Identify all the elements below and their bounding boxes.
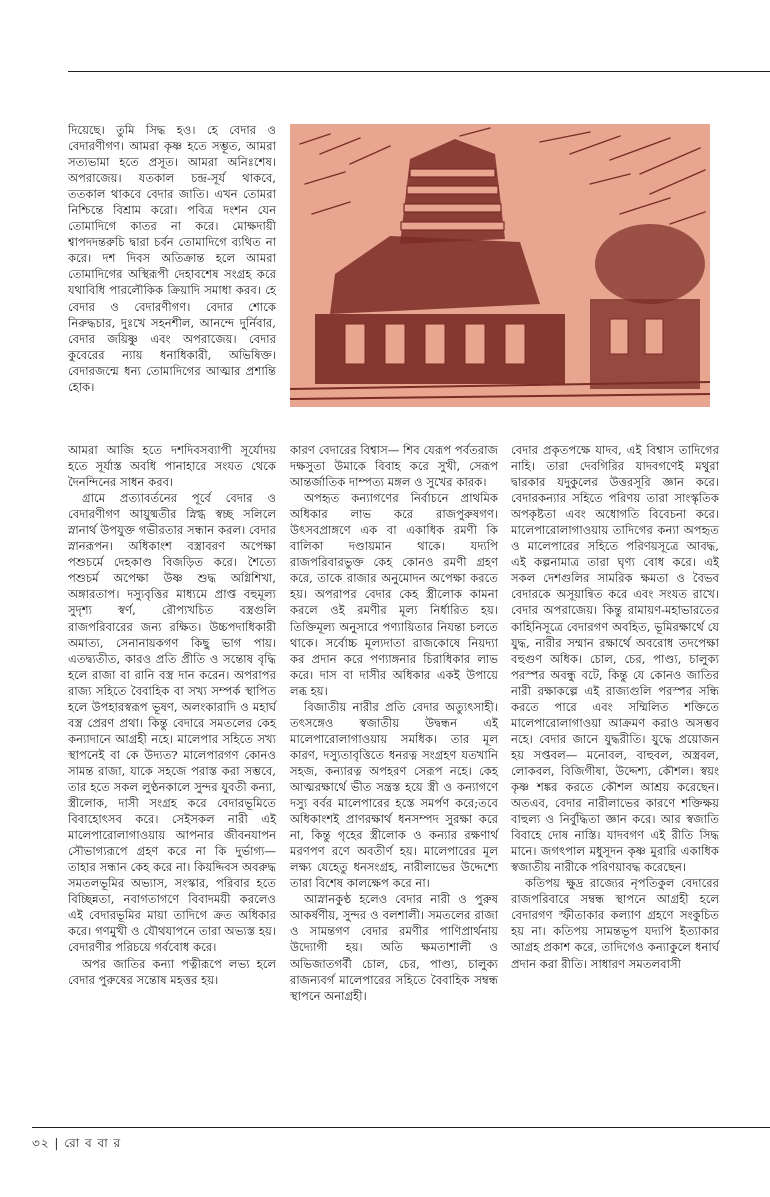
column-1-bottom (68, 442, 276, 988)
paragraph: অপর জাতির কন্যা পত্নীরূপে লভ্য হলে বেদার পুরুষের সন্তোষ মহত্তর হয়। (68, 956, 276, 987)
paragraph: কারণ বেদারের বিশ্বাস— শিব যেরূপ পর্বতরাজ দক্ষসুতা উমাকে বিবাহ করে সুখী, সেরূপ আন্তর্জাতিক দাম্পত্য মঙ্গল ও সুখের কারক। (290, 443, 498, 490)
paragraph: বিজাতীয় নারীর প্রতি বেদার অত্যুৎসাহী। তৎসঙ্গেও স্বজাতীয় উদ্বন্ধন এই মালেপারোলাগাওয়ায় সমধিক। তার মূল কারণ, দস্যুতাবৃত্তিতে ধনরত্ন সংগ্রহণ যতখানি সহজ, কন্যারত্ন অপহরণ সেরূপ নহে। কেহ আত্মরক্ষার্থে ভীত সন্ত্রস্ত হয়ে স্ত্রী ও কন্যাগণে দস্যু বর্বর মালেপারের হস্তে সমর্পণ করে;তবে অধিকাংশই প্রাণরক্ষার্থ ধনসম্পদ সুরক্ষা করে না, কিন্তু গৃহের স্ত্রীলোক ও কন্যার রক্ষণার্থ মরণপণ রণে অবতীর্ণ হয়। মালেপারের মূল লক্ষ্য যেহেতু ধনসংগ্রহ, নারীলাভের উদ্দেশ্যে তারা বিশেষ কালক্ষেপ করে না। (290, 699, 498, 891)
paragraph: দিয়েছে। তুমি সিদ্ধ হও। হে বেদার ও বেদারণীগণ। আমরা কৃষ্ণ হতে সম্ভূত, আমরা সত্যভামা হতে প্রসূত। আমরা অনিঃশেষ। অপরাজেয়। যতকাল চন্দ্র-সূর্য থাকবে, ততকাল থাকবে বেদার জাতি। এখন তোমরা নিশ্চিন্তে বিশ্রাম করো। পবিত্র দংশন যেন তোমাদিগে কাতর না করে। মোক্ষদায়ী শ্বাপদদন্তরুচি দ্বারা চর্বন তোমাদিগে ব্যথিত না করে। দশ দিবস অতিক্রান্ত হলে আমরা তোমাদিগের অস্থিরূপী দেহাবশেষ সংগ্রহ করে যথাবিধি পারলৌকিক ক্রিয়াদি সমাধা করব। হে বেদার ও বেদারণীগণ। বেদার শোকে নিরুদ্ধচার, দুঃখে সহনশীল, আনন্দে দুর্নিবার, বেদার জয়িষ্ণু এবং অপরাজেয়। বেদার কুবেরের ন্যায় ধনাধিকারী, অভিষিক্ত। বেদারজন্মে ধন্য তোমাদিগের আত্মার প্রশান্তি হোক। (68, 123, 276, 394)
header-rule (68, 71, 770, 72)
paragraph: গ্রামে প্রত্যাবর্তনের পূর্বে বেদার ও বেদারণীগণ আয়ুষ্মতীর স্নিগ্ধ স্বচ্ছ সলিলে স্নানার্থ উপযুক্ত গভীরতার সন্ধান করল। বেদার স্নানরূপন। অধিকাংশ বস্ত্রাবরণ অপেক্ষা পশুচর্মে দেহকাণ্ড বিজড়িত করে। শৈত্যে পশুচর্ম অপেক্ষা উষ্ণ শুদ্ধ অগ্নিশিখা, অঙ্গারতাপ। দস্যুবৃত্তির মাধ্যমে প্রাপ্ত বহুমূল্য সুদৃশ্য স্বর্ণ, রৌপ্যখচিত বস্ত্রগুলি রাজপরিবারের জন্য রক্ষিত। উচ্চপদাধিকারী অমাত্য, সেনানায়কগণ কিছু ভাগ পায়। এতদ্ব্যতীত, কারও প্রতি প্রীতি ও সন্তোষ বৃদ্ধি হলে রাজা বা রানি বস্ত্র দান করেন। অপরাপর রাজ্য সহিতে বৈবাহিক বা সখ্য সম্পর্ক স্থাপিত হলে উপহারস্বরূপ ভূষণ, অলংকারাদি ও মহার্ঘ বস্ত্র প্রেরণ প্রথা। কিন্তু বেদারে সমতলের কেহ কন্যাদানে আগ্রহী নহে। মালেপার সহিতে সখ্য স্থাপনেই বা কে উদ্যত? মালেপারগণ কোনও সামন্ত রাজা, যাকে সহজে পরাস্ত করা সম্ভবে, তার হতে সকল লুণ্ঠনকালে সুন্দর যুবতী কন্যা, স্ত্রীলোক, দাসী সংগ্রহ করে বেদারভূমিতে বিবাহোৎসব করে। সেইসকল নারী এই মালেপারোলাগাওয়ায় আপনার জীবনযাপন সৌভাগ্যরূপে গ্রহণ করে না কি দুর্ভাগ্য— তাহার সন্ধান কেহ করে না। কিয়দ্দিবস অবরুদ্ধ সমতলভূমির অভ্যাস, সংস্কার, পরিবার হতে বিচ্ছিন্নতা, নবাগতাগণে বিবাদময়ী করলেও এই বেদারভূমির মায়া তাদিগে ক্রত অধিকার করে। গণমুখী ও যৌথযাপনে তারা অভ্যস্ত হয়। বেদারণীর পরিচয়ে গর্ববোধ করে। (68, 491, 276, 955)
paragraph: বেদার প্রকৃতপক্ষে যাদব, এই বিশ্বাস তাদিগের নাহি। তারা দেবগিরির যাদবগণেই মথুরা দ্বারকার যদুকুলের উত্তরসূরি জ্ঞান করে। বেদারকন্যার সহিতে পরিণয় তারা সাংস্কৃতিক অপকৃষ্টতা এবং অধোগতি বিবেচনা করে। মালেপারোলাগাওয়ায় তাদিগের কন্যা অপহৃত ও মালেপারের সহিতে পরিণয়সূত্রে আবদ্ধ, এই কল্পনামাত্র তারা ঘৃণ্য বোধ করে। এই সকল দেশগুলির সামরিক ক্ষমতা ও বৈভব বেদারকে অসূয়ান্বিত করে এবং সংযত রাখে। বেদার অপরাজেয়। কিন্তু রামায়ণ-মহাভারতের কাহিনিসূত্রে বেদারগণ অবহিত, ভূমিরক্ষার্থে যে যুদ্ধ, নারীর সম্মান রক্ষার্থে অবরোধ তদপেক্ষা বহুগুণ অধিক। চোল, চের, পাণ্ড্য, চালুক্য পরস্পর অবন্ধু বটে, কিন্তু যে কোনও জাতির নারী রক্ষাকল্পে এই রাজ্যগুলি পরস্পর সন্ধি করতে পারে এবং সম্মিলিত শক্তিতে মালেপারোলাগাওয়া আক্রমণ করাও অসম্ভব নহে। বেদার জানে যুদ্ধরীতি। যুদ্ধে প্রয়োজন হয় সপ্তবল— মনোবল, বাহুবল, অস্ত্রবল, লোকবল, বিজিগীষা, উদ্দেশ্য, কৌশল। স্বয়ং কৃষ্ণ শঙ্কর করতে কৌশল আশ্রয় করেছেন। অতএব, বেদার নারীলাভের কারণে শক্তিক্ষয় বাহুল্য ও নির্বুদ্ধিতা জ্ঞান করে। আর স্বজাতি বিবাহে দোষ নাস্তি। যাদবগণ এই রীতি সিদ্ধ মানে। জগৎপাল মধুসূদন কৃষ্ণ মুরারি একাধিক স্বজাতীয় নারীকে পরিণয়াবদ্ধ করেছেন। (511, 443, 719, 875)
paragraph: কতিপয় ক্ষুদ্র রাজ্যের নৃপতিকুল বেদারের রাজপরিবারে সম্বন্ধ স্থাপনে আগ্রহী হলে বেদারগণ স্ফীতাকার কল্যাণ গ্রহণে সংকুচিত হয় না। কতিপয় সামন্তভূপ যদ্যপি ইত্যাকার আগ্রহ প্রকাশ করে, তাদিগেও কন্যাকুলে ধনার্ঘ প্রদান করা রীতি। সাধারণ সমতলবাসী (511, 876, 719, 971)
temple-illustration-icon (290, 124, 710, 407)
column-3 (511, 442, 719, 972)
paragraph: আমরা আজি হতে দশদিবসব্যাপী সূর্যোদয় হতে সূর্যাস্ত অবধি পানাহারে সংযত থেকে দৈনন্দিনের সাধন করব। (68, 443, 276, 490)
page-folio: ৩২ | রো ব বা র (32, 1136, 122, 1150)
column-1-top (68, 122, 276, 395)
paragraph: আস্নানকুণ্ঠ হলেও বেদার নারী ও পুরুষ আকর্ষণীয়, সুন্দর ও বলশালী। সমতলের রাজা ও সামন্তগণ বেদার রমণীর পাণিপ্রার্থনায় উদ্যোগী হয়। অতি ক্ষমতাশালী ও অভিজাতগর্বী চোল, চের, পাণ্ড্য, চালুক্য রাজন্যবর্গ মালেপারের সহিতে বৈবাহিক সম্বন্ধ স্থাপনে অনাগ্রহী। (290, 892, 498, 1003)
footer-rule (32, 1127, 770, 1128)
column-2 (290, 442, 498, 1004)
paragraph: অপহৃত কন্যাগণের নির্বাচনে প্রাথমিক অধিকার লাভ করে রাজপুরুষগণ। উৎসবপ্রাঙ্গণে এক বা একাধিক রমণী কি বালিকা দণ্ডায়মান থাকে। যদ্যপি রাজপরিবারভুক্ত কেহ কোনও রমণী গ্রহণ করে, তাকে রাজার অনুমোদন অপেক্ষা করতে হয়। অপরাপর বেদার কেহ স্ত্রীলোক কামনা করলে ওই রমণীর মূল্য নির্ধারিত হয়। তিক্তিমূল্য অনুসারে পণ্যায়িতার নিযন্তা চলতে থাকে। সর্বোচ্চ মূল্যদাতা রাজকোষে নিয়দ্যা কর প্রদান করে পণ্যাঙ্গনার চিরাধিকার লাভ করে। দাস বা দাসীর অধিকার একই উপায়ে লব্ধ হয়। (290, 491, 498, 698)
